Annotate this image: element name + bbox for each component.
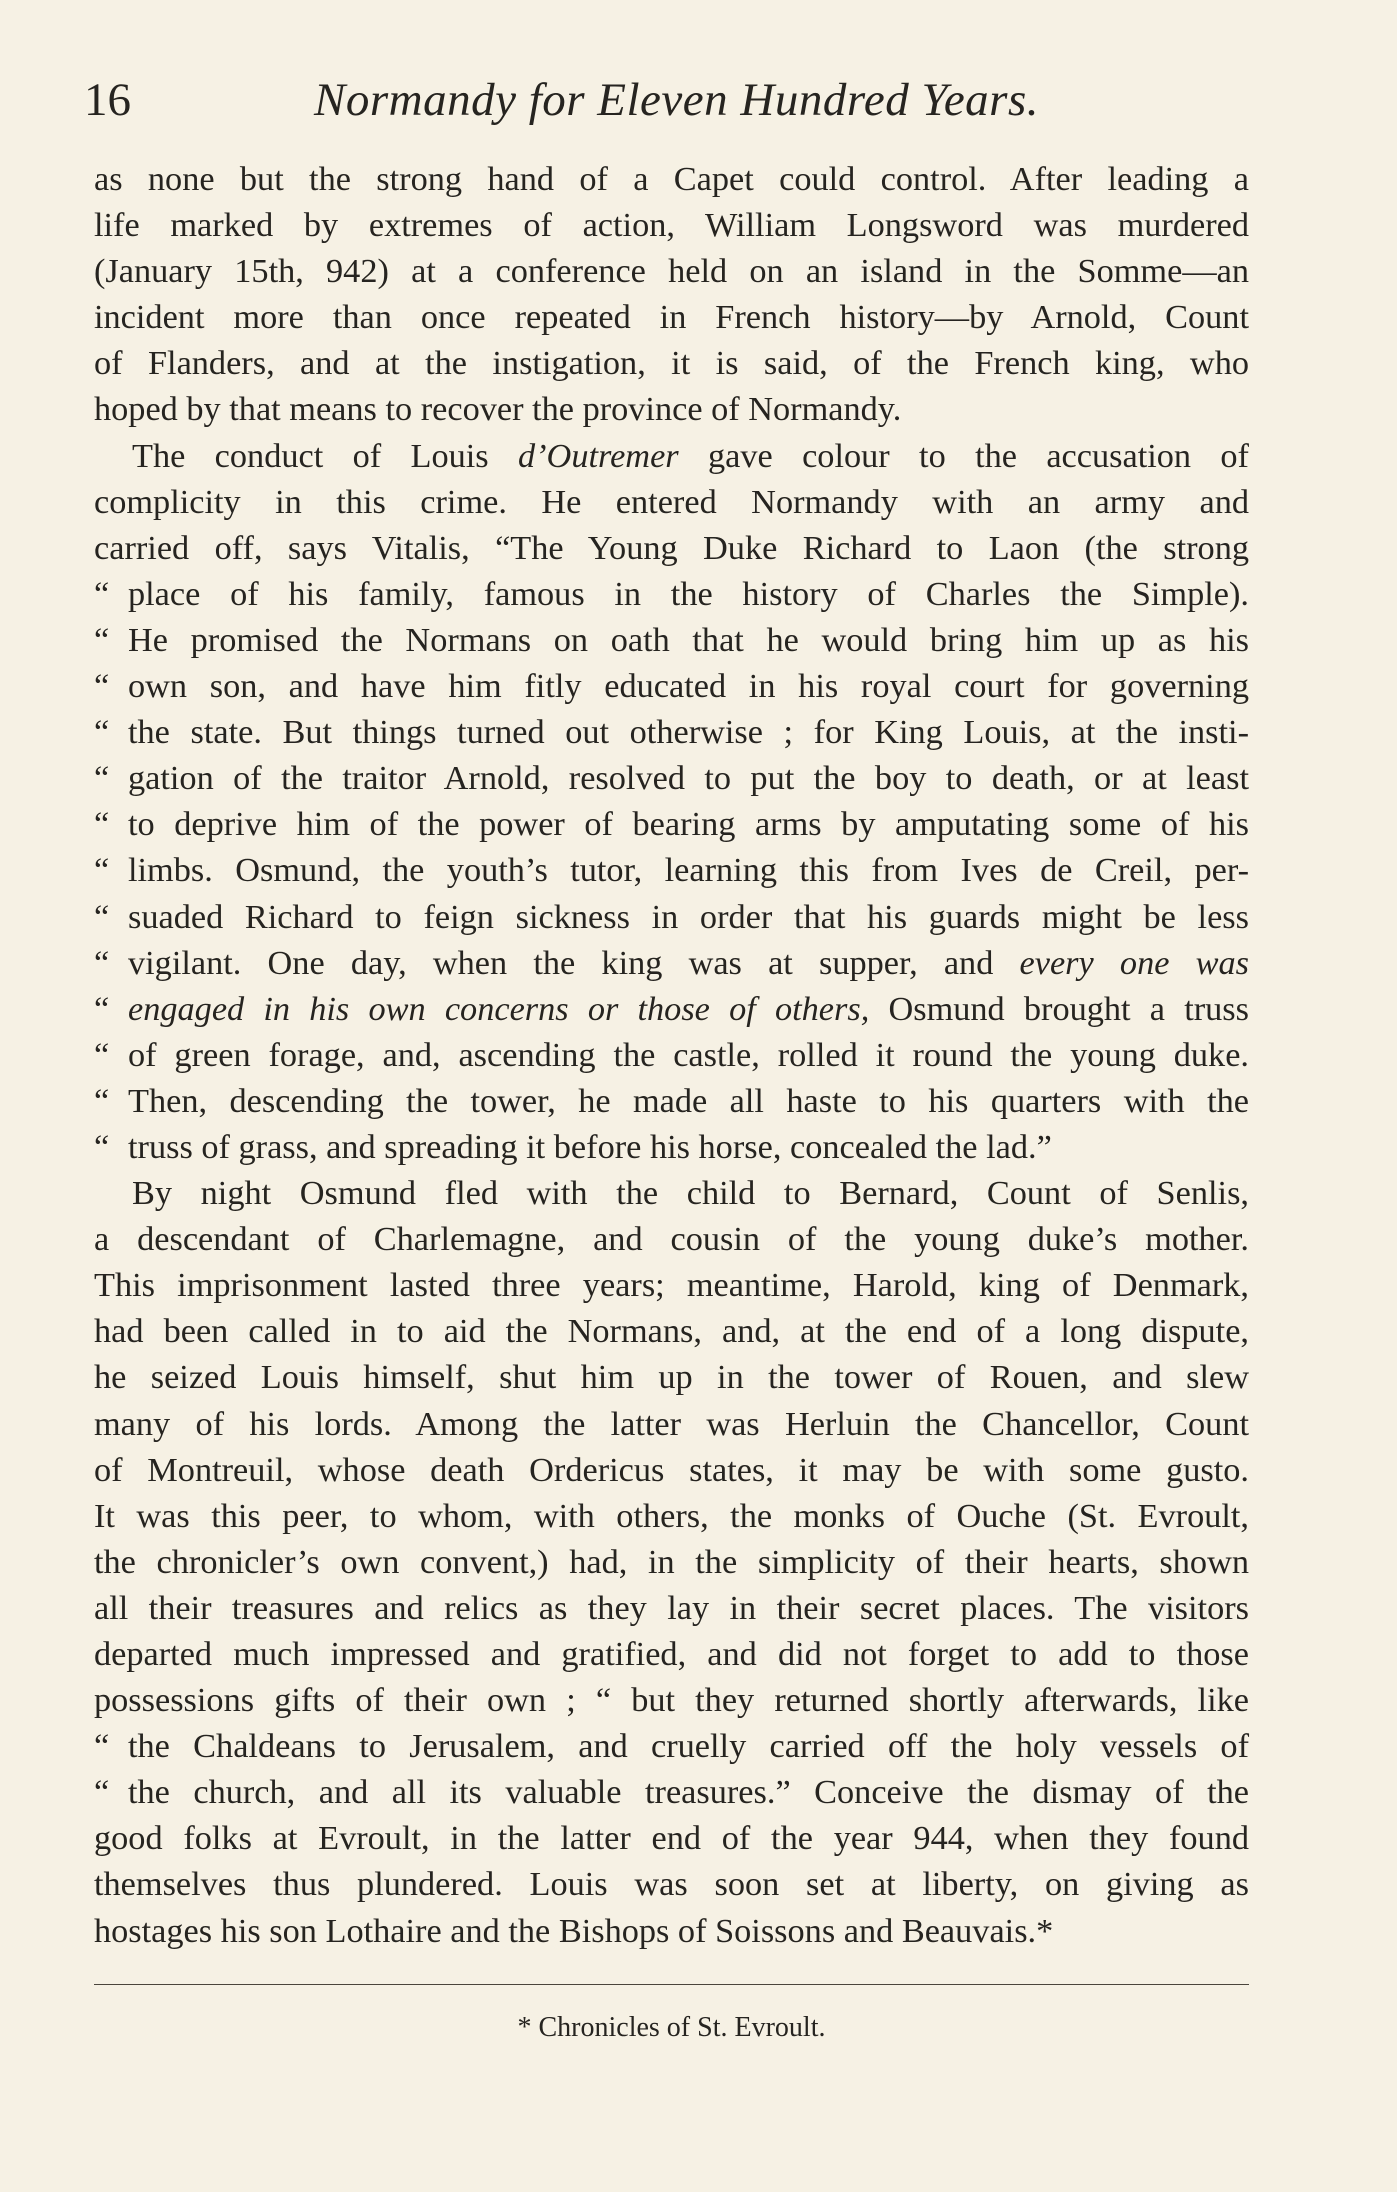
text-segment: good folks at Evroult, in the latter end of the year 944, when they found <box>94 1819 1249 1858</box>
text-line <box>94 1631 1249 1677</box>
text-segment: the church, and all its valuable treasures.” Conceive the dismay of the <box>128 1773 1249 1812</box>
page-number: 16 <box>84 74 131 126</box>
quote-mark: “ <box>94 667 110 706</box>
italic-text: engaged in his own concerns or those of others, <box>128 989 870 1028</box>
text-segment: By night Osmund fled with the child to Bernard, Count of Senlis, <box>132 1174 1249 1213</box>
quote-mark: “ <box>94 943 110 982</box>
quote-mark: “ <box>94 1035 110 1074</box>
text-line <box>94 1723 1249 1769</box>
quote-mark: “ <box>94 851 110 890</box>
text-line <box>94 1354 1249 1400</box>
quote-mark: “ <box>94 1727 110 1766</box>
text-segment: hoped by that means to recover the province of Normandy. <box>94 390 902 429</box>
text-segment: Osmund brought a truss <box>869 989 1249 1028</box>
footnote: * Chronicles of St. Evroult. <box>517 2012 826 2043</box>
text-segment: life marked by extremes of action, William Longsword was murdered <box>94 206 1249 245</box>
text-line <box>94 801 1249 847</box>
text-segment: as none but the strong hand of a Capet could control. After leading a <box>94 160 1249 198</box>
text-segment: the Chaldeans to Jerusalem, and cruelly carried off the holy vessels of <box>128 1727 1249 1766</box>
text-line <box>94 1677 1249 1723</box>
quote-mark: “ <box>94 805 110 844</box>
text-line <box>94 894 1249 940</box>
text-line <box>94 1447 1249 1493</box>
text-line <box>94 1262 1249 1308</box>
text-segment: he seized Louis himself, shut him up in the tower of Rouen, and slew <box>94 1358 1249 1397</box>
text-segment: He promised the Normans on oath that he would bring him up as his <box>128 620 1249 659</box>
text-line <box>94 1493 1249 1539</box>
text-segment: limbs. Osmund, the youth’s tutor, learning this from Ives de Creil, per- <box>128 851 1249 890</box>
quote-mark: “ <box>94 574 110 613</box>
text-line <box>94 433 1249 479</box>
text-line <box>94 156 1249 202</box>
text-segment: themselves thus plundered. Louis was soon set at liberty, on giving as <box>94 1865 1249 1904</box>
text-segment: The conduct of Louis <box>132 436 518 475</box>
text-segment: own son, and have him fitly educated in his royal court for governing <box>128 667 1249 706</box>
footnote-divider <box>94 1984 1249 1985</box>
text-segment: hostages his son Lothaire and the Bishops of Soissons and Beauvais.* <box>94 1911 1054 1950</box>
text-segment: a descendant of Charlemagne, and cousin of the young duke’s mother. <box>94 1220 1249 1259</box>
quote-mark: “ <box>94 759 110 798</box>
quote-mark: “ <box>94 1081 110 1120</box>
text-line <box>94 663 1249 709</box>
quote-mark: “ <box>94 1127 110 1166</box>
quote-mark: “ <box>94 713 110 752</box>
text-segment: complicity in this crime. He entered Normandy with an army and <box>94 482 1249 521</box>
text-segment: all their treasures and relics as they lay in their secret places. The visitors <box>94 1588 1249 1627</box>
text-segment: had been called in to aid the Normans, and, at the end of a long dispute, <box>94 1312 1249 1351</box>
text-segment: of green forage, and, ascending the castle, rolled it round the young duke. <box>128 1035 1249 1074</box>
quote-mark: “ <box>94 1773 110 1812</box>
text-line <box>94 1539 1249 1585</box>
text-line <box>94 1815 1249 1861</box>
text-segment: the chronicler’s own convent,) had, in the simplicity of their hearts, shown <box>94 1542 1249 1581</box>
text-segment: Then, descending the tower, he made all haste to his quarters with the <box>128 1081 1249 1120</box>
text-line <box>94 1769 1249 1815</box>
text-segment: (January 15th, 942) at a conference held on an island in the Somme—an <box>94 252 1249 291</box>
text-segment: to deprive him of the power of bearing arms by amputating some of his <box>128 805 1249 844</box>
text-line <box>94 386 1249 432</box>
text-segment: vigilant. One day, when the king was at supper, and <box>128 943 1020 982</box>
text-line <box>94 1032 1249 1078</box>
quote-mark: “ <box>94 897 110 936</box>
text-line <box>94 1861 1249 1907</box>
text-line <box>94 1401 1249 1447</box>
text-segment: gave colour to the accusation of <box>678 436 1249 475</box>
text-segment: of Flanders, and at the instigation, it is said, of the French king, who <box>94 344 1249 383</box>
italic-text: every one was <box>1019 943 1249 982</box>
text-segment: place of his family, famous in the history of Charles the Simple). <box>128 574 1249 613</box>
text-line <box>94 1908 1249 1954</box>
text-line <box>94 1585 1249 1631</box>
text-segment: truss of grass, and spreading it before his horse, concealed the lad.” <box>128 1127 1052 1166</box>
text-line <box>94 940 1249 986</box>
text-line <box>94 1124 1249 1170</box>
text-line <box>94 525 1249 571</box>
page-header <box>84 70 1249 140</box>
text-line <box>94 1078 1249 1124</box>
text-line <box>94 1170 1249 1216</box>
text-line <box>94 479 1249 525</box>
text-line <box>94 202 1249 248</box>
text-segment: This imprisonment lasted three years; meantime, Harold, king of Denmark, <box>94 1266 1249 1305</box>
text-segment: carried off, says Vitalis, “The Young Duke Richard to Laon (the strong <box>94 528 1249 567</box>
text-line <box>94 1216 1249 1262</box>
text-segment: departed much impressed and gratified, and did not forget to add to those <box>94 1635 1249 1673</box>
text-line <box>94 755 1249 801</box>
text-line <box>94 1308 1249 1354</box>
text-segment: incident more than once repeated in French history—by Arnold, Count <box>94 298 1249 337</box>
text-line <box>94 248 1249 294</box>
text-segment: of Montreuil, whose death Ordericus states, it may be with some gusto. <box>94 1450 1249 1489</box>
quote-mark: “ <box>94 989 110 1028</box>
text-segment: many of his lords. Among the latter was Herluin the Chancellor, Count <box>94 1404 1249 1443</box>
body-text <box>94 156 1249 1954</box>
text-line <box>94 571 1249 617</box>
quote-mark: “ <box>94 620 110 659</box>
text-segment: It was this peer, to whom, with others, the monks of Ouche (St. Evroult, <box>94 1496 1249 1535</box>
text-line <box>94 294 1249 340</box>
italic-text: d’Outremer <box>517 436 679 475</box>
text-line <box>94 986 1249 1032</box>
text-line <box>94 709 1249 755</box>
text-segment: possessions gifts of their own ; “ but they returned shortly afterwards, like <box>94 1681 1249 1720</box>
text-line <box>94 340 1249 386</box>
text-line <box>94 847 1249 893</box>
text-segment: gation of the traitor Arnold, resolved to put the boy to death, or at least <box>128 759 1249 798</box>
text-segment: the state. But things turned out otherwise ; for King Louis, at the insti- <box>128 713 1249 752</box>
running-title: Normandy for Eleven Hundred Years. <box>314 74 1040 126</box>
text-line <box>94 617 1249 663</box>
text-segment: suaded Richard to feign sickness in order that his guards might be less <box>128 897 1249 936</box>
